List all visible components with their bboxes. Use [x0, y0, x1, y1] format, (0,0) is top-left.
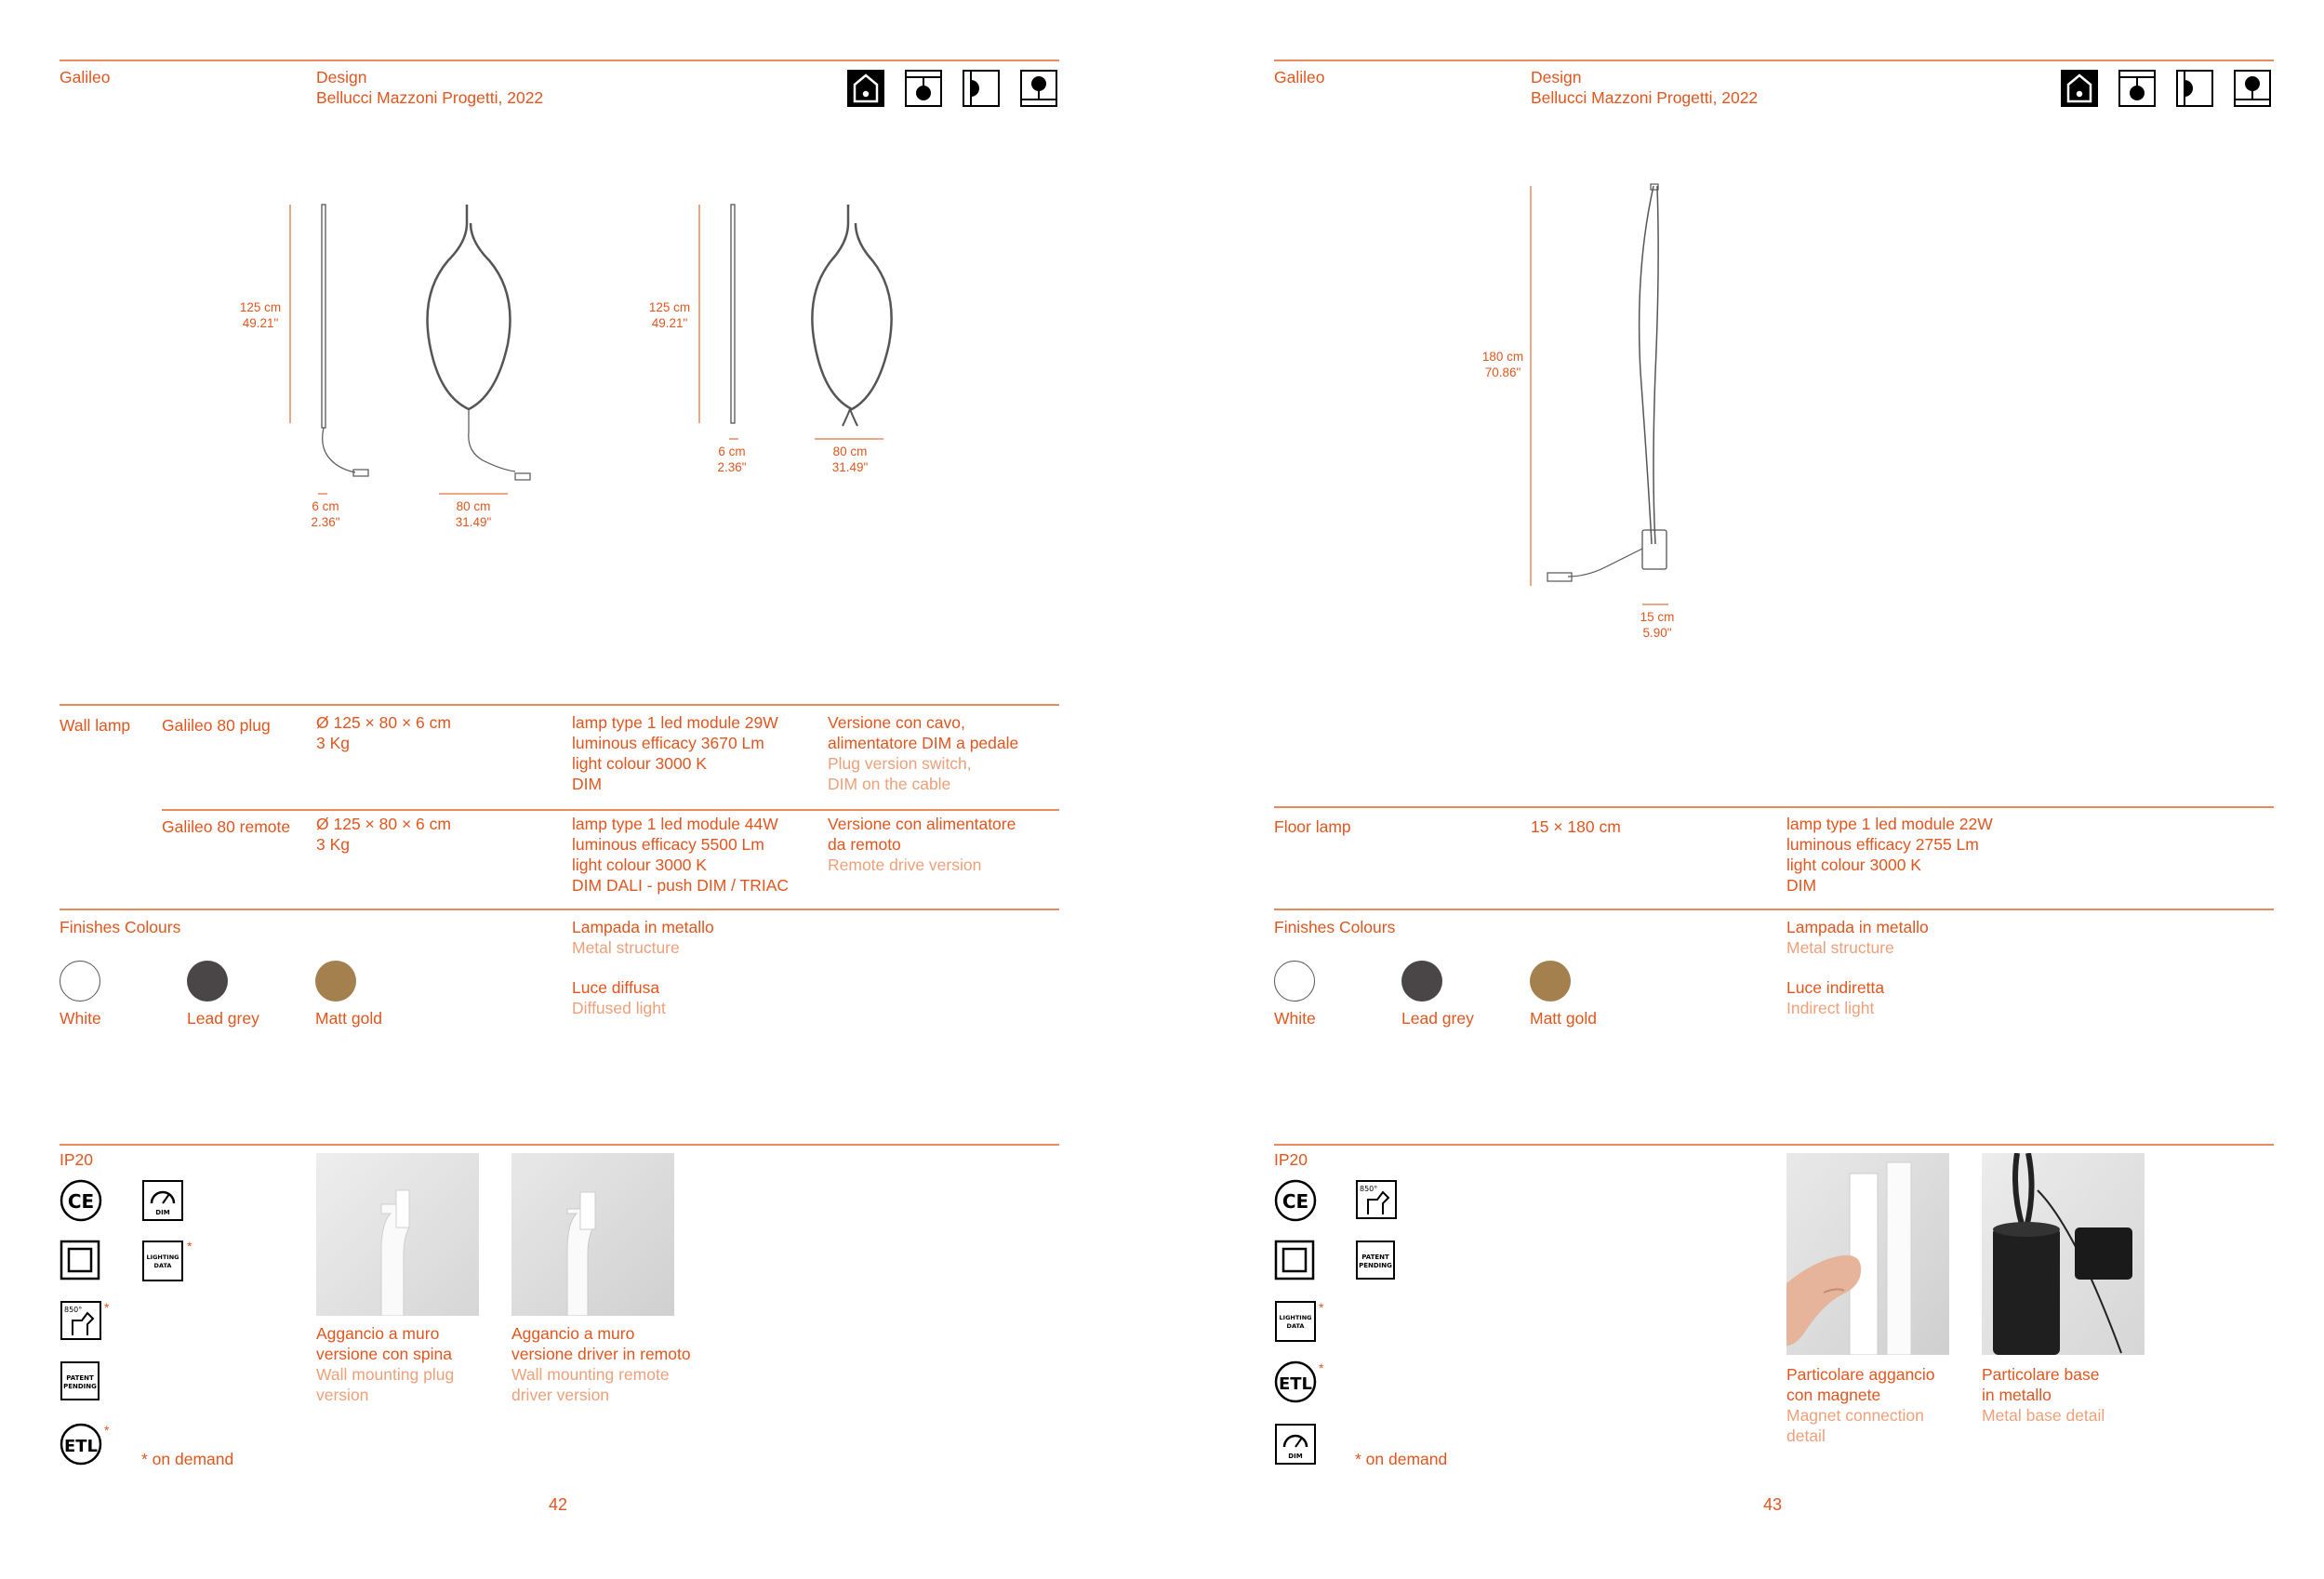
photo-caption-it: in metallo [1982, 1386, 2052, 1404]
photo-caption-it: con magnete [1786, 1386, 1881, 1404]
pendant-icon [2118, 71, 2156, 106]
spec-tech-line: light colour 3000 K [1786, 856, 1921, 874]
on-demand-asterisk: * [104, 1300, 110, 1315]
page-number: 43 [1763, 1495, 1783, 1514]
svg-text:CE: CE [1282, 1190, 1309, 1213]
dim-a-depth-in: 2.36" [311, 515, 340, 529]
photo-caption-it: Particolare aggancio [1786, 1365, 1935, 1384]
wall-lamp-home-icon [847, 70, 884, 107]
spec-version-en: Remote drive version [828, 856, 982, 874]
light-it: Luce indiretta [1786, 978, 1885, 997]
colour-name: Lead grey [1401, 1009, 1474, 1028]
dim-b-depth-cm: 6 cm [718, 445, 746, 458]
spec-top-rule [60, 704, 1059, 706]
colour-name: Matt gold [1530, 1009, 1597, 1028]
dim-b-height-cm: 125 cm [648, 300, 691, 314]
photo-caption-en: detail [1786, 1426, 1826, 1445]
glow-wire-850-icon [1355, 1179, 1398, 1220]
spec-tech-line: lamp type 1 led module 29W [572, 713, 778, 732]
dim-b-depth-in: 2.36" [717, 460, 747, 474]
on-demand-note: * on demand [1355, 1450, 1448, 1468]
drawing-floor-lamp [1516, 177, 1702, 614]
svg-text:CE: CE [67, 1190, 95, 1213]
on-demand-asterisk: * [1319, 1300, 1324, 1315]
spec-version-it: da remoto [828, 835, 901, 854]
photo-caption-en: Metal base detail [1982, 1406, 2105, 1425]
colour-name: White [1274, 1009, 1316, 1028]
drawing-plug-version [232, 186, 567, 530]
light-it: Luce diffusa [572, 978, 660, 997]
dim-a-depth-cm: 6 cm [312, 499, 339, 513]
ip-rating: IP20 [1274, 1150, 1308, 1169]
pendant-icon [905, 71, 942, 106]
svg-text:ETL: ETL [1278, 1374, 1313, 1394]
swatch-white [1274, 961, 1315, 1002]
swatch-lead-grey [187, 961, 228, 1002]
colour-name: Matt gold [315, 1009, 382, 1028]
spec-version-it: Versione con alimentatore [828, 815, 1016, 833]
spec-weight: 3 Kg [316, 734, 350, 752]
spec-model: Galileo 80 plug [162, 716, 271, 735]
dim-icon [1274, 1423, 1317, 1466]
dim-a-height-in: 49.21" [242, 316, 279, 330]
photo-metal-base [1982, 1153, 2145, 1355]
photo-caption-it: versione con spina [316, 1345, 452, 1363]
ce-mark-icon [1274, 1179, 1317, 1222]
dim-a-height-cm: 125 cm [239, 300, 282, 314]
svg-text:PENDING: PENDING [63, 1383, 97, 1390]
page-number: 42 [549, 1495, 568, 1514]
spec-tech-line: luminous efficacy 3670 Lm [572, 734, 764, 752]
svg-text:LIGHTING: LIGHTING [146, 1254, 179, 1261]
structure-it: Lampada in metallo [1786, 918, 1929, 936]
ip-rating: IP20 [60, 1150, 93, 1169]
spec-version-en: DIM on the cable [828, 775, 951, 793]
swatch-matt-gold [1530, 961, 1571, 1002]
spec-version-it: alimentatore DIM a pedale [828, 734, 1019, 752]
patent-pending-icon [1355, 1240, 1396, 1280]
svg-text:850°: 850° [64, 1306, 83, 1314]
swatch-white [60, 961, 100, 1002]
swatch-matt-gold [315, 961, 356, 1002]
header-usage-icons [847, 70, 1061, 109]
photo-caption-en: driver version [511, 1386, 610, 1404]
photo-wall-mount-remote [511, 1153, 674, 1316]
wall-lamp-home-icon [2061, 70, 2098, 107]
spec-weight: 3 Kg [316, 835, 350, 854]
photo-caption-en: Wall mounting remote [511, 1365, 670, 1384]
spec-tech-line: light colour 3000 K [572, 856, 707, 874]
cert-rule [1274, 1144, 2274, 1146]
svg-text:PENDING: PENDING [1359, 1262, 1392, 1269]
wall-icon [2177, 70, 2212, 107]
svg-text:DIM: DIM [1288, 1453, 1303, 1460]
spec-tech-line: lamp type 1 led module 22W [1786, 815, 1993, 833]
swatch-lead-grey [1401, 961, 1442, 1002]
wall-icon [963, 70, 999, 107]
etl-icon [60, 1423, 102, 1466]
header-rule [1274, 60, 2274, 61]
designer: Bellucci Mazzoni Progetti, 2022 [316, 88, 544, 107]
ce-mark-icon [60, 1179, 102, 1222]
photo-magnet-connection [1786, 1153, 1949, 1355]
spec-tech-line: light colour 3000 K [572, 754, 707, 773]
structure-it: Lampada in metallo [572, 918, 714, 936]
light-en: Indirect light [1786, 999, 1875, 1017]
svg-text:850°: 850° [1360, 1185, 1378, 1193]
product-name: Galileo [1274, 68, 1325, 86]
svg-text:PATENT: PATENT [1361, 1254, 1389, 1261]
spec-tech-line: DIM [572, 775, 603, 793]
svg-text:ETL: ETL [63, 1437, 99, 1456]
design-label: Design [1531, 68, 1582, 86]
colour-name: White [60, 1009, 101, 1028]
dim-base-cm: 15 cm [1640, 610, 1675, 624]
on-demand-asterisk: * [1319, 1360, 1324, 1375]
dim-b-height-in: 49.21" [651, 316, 688, 330]
lighting-data-icon [141, 1240, 184, 1282]
cert-rule [60, 1144, 1059, 1146]
photo-caption-it: Particolare base [1982, 1365, 2100, 1384]
spec-tech-line: luminous efficacy 2755 Lm [1786, 835, 1979, 854]
dim-icon [141, 1179, 184, 1222]
finishes-label: Finishes Colours [1274, 918, 1396, 936]
spec-size: Ø 125 × 80 × 6 cm [316, 815, 451, 833]
colour-name: Lead grey [187, 1009, 259, 1028]
structure-en: Metal structure [1786, 938, 1894, 957]
spec-tech-line: DIM [1786, 876, 1817, 895]
svg-text:PATENT: PATENT [66, 1374, 94, 1382]
dim-b-width-cm: 80 cm [832, 445, 868, 458]
on-demand-asterisk: * [187, 1239, 193, 1254]
spec-row-divider [162, 809, 1059, 811]
spec-category: Wall lamp [60, 716, 131, 735]
photo-caption-it: versione driver in remoto [511, 1345, 691, 1363]
spec-size: Ø 125 × 80 × 6 cm [316, 713, 451, 732]
finishes-label: Finishes Colours [60, 918, 181, 936]
ceiling-icon [2234, 71, 2271, 106]
photo-caption-it: Aggancio a muro [511, 1324, 635, 1343]
photo-caption-en: Magnet connection [1786, 1406, 1924, 1425]
dim-b-width-in: 31.49" [831, 460, 869, 474]
spec-size: 15 × 180 cm [1531, 817, 1621, 836]
glow-wire-850-icon [60, 1300, 102, 1341]
spec-version-it: Versione con cavo, [828, 713, 965, 732]
dim-base-in: 5.90" [1642, 626, 1672, 640]
spec-category: Floor lamp [1274, 817, 1351, 836]
photo-wall-mount-plug [316, 1153, 479, 1316]
spec-top-rule [1274, 806, 2274, 808]
spec-tech-line: luminous efficacy 5500 Lm [572, 835, 764, 854]
spec-model: Galileo 80 remote [162, 817, 291, 836]
product-name: Galileo [60, 68, 111, 86]
photo-caption-it: Aggancio a muro [316, 1324, 440, 1343]
on-demand-note: * on demand [141, 1450, 234, 1468]
on-demand-asterisk: * [104, 1423, 110, 1438]
finishes-rule [1274, 909, 2274, 910]
lighting-data-icon [1274, 1300, 1317, 1343]
patent-pending-icon [60, 1360, 100, 1401]
class-ii-icon [60, 1240, 100, 1280]
header-usage-icons [2061, 70, 2275, 109]
structure-en: Metal structure [572, 938, 680, 957]
spec-version-en: Plug version switch, [828, 754, 972, 773]
svg-text:LIGHTING: LIGHTING [1279, 1314, 1312, 1321]
svg-text:DATA: DATA [1286, 1322, 1305, 1330]
spec-tech-line: DIM DALI - push DIM / TRIAC [572, 876, 790, 895]
photo-caption-en: version [316, 1386, 369, 1404]
photo-caption-en: Wall mounting plug [316, 1365, 455, 1384]
design-label: Design [316, 68, 367, 86]
light-en: Diffused light [572, 999, 666, 1017]
svg-text:DATA: DATA [153, 1262, 172, 1269]
finishes-rule [60, 909, 1059, 910]
svg-text:DIM: DIM [155, 1209, 170, 1216]
dim-height-cm: 180 cm [1481, 350, 1524, 364]
spec-tech-line: lamp type 1 led module 44W [572, 815, 778, 833]
dim-a-width-cm: 80 cm [456, 499, 491, 513]
ceiling-icon [1020, 71, 1057, 106]
etl-icon [1274, 1360, 1317, 1403]
header-rule [60, 60, 1059, 61]
dim-height-in: 70.86" [1484, 365, 1521, 379]
dim-a-width-in: 31.49" [455, 515, 492, 529]
class-ii-icon [1274, 1240, 1315, 1280]
designer: Bellucci Mazzoni Progetti, 2022 [1531, 88, 1759, 107]
